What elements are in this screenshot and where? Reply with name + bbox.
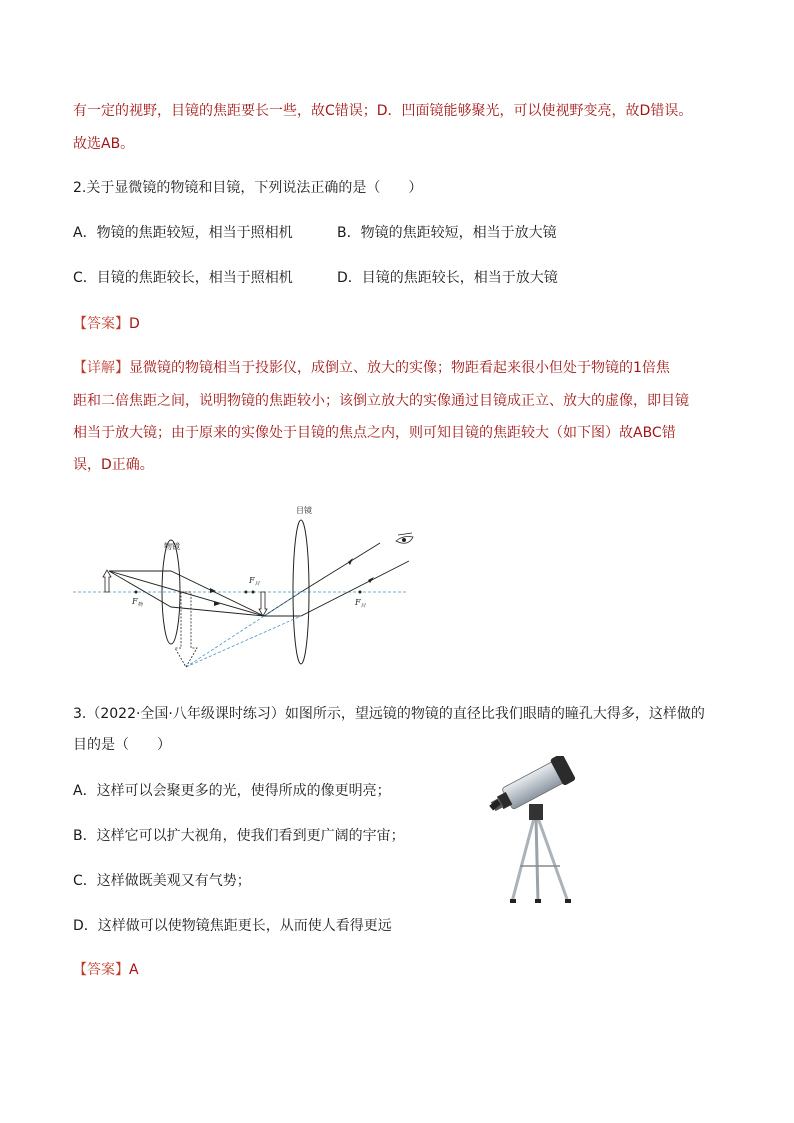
question-2-detail-line2: 距和二倍焦距之间，说明物镜的焦距较小；该倒立放大的实像通过目镜成正立、放大的虚像，即目镜 (73, 393, 689, 409)
answer-value: D (129, 316, 140, 332)
question-2-stem: 2.关于显微镜的物镜和目镜，下列说法正确的是（ ） (73, 180, 423, 196)
telescope-image (482, 756, 582, 906)
objective-focal-point (135, 591, 138, 594)
question-2-option-b: B．物镜的焦距较短，相当于放大镜 (337, 225, 557, 241)
question-3-option-b: B．这样它可以扩大视角，使我们看到更广阔的宇宙； (73, 828, 405, 844)
question-2-option-a: A．物镜的焦距较短，相当于照相机 (73, 225, 293, 241)
virtual-ray-1 (186, 592, 301, 667)
ray-center (109, 571, 264, 616)
ray-arrowhead-2 (214, 601, 220, 606)
microscope-ray-diagram (68, 495, 418, 675)
eyepiece-focal-point-left (245, 591, 248, 594)
eyepiece-focal-label-left: $F_目$ (249, 576, 260, 587)
question-2-answer (73, 314, 140, 334)
eyepiece-focal-point-right (359, 591, 362, 594)
virtual-ray-2 (186, 616, 301, 667)
ray-out-lower (264, 561, 409, 616)
eyepiece-focal-label-right: $F_目$ (355, 598, 366, 609)
detail-tag: 【详解】 (73, 360, 129, 376)
question-2-detail-line4: 误，D正确。 (73, 457, 154, 473)
question-3-option-a: A．这样可以会聚更多的光，使得所成的像更明亮； (73, 783, 391, 799)
question-2-detail-line3: 相当于放大镜；由于原来的实像处于目镜的焦点之内，则可知目镜的焦距较大（如下图）故ABC错 (73, 425, 676, 441)
objective-focal-point-right (252, 591, 255, 594)
ray-arrowhead-4 (368, 577, 374, 583)
question-2-detail-line1 (73, 358, 670, 378)
question-3-option-d: D．这样做可以使物镜焦距更长，从而使人看得更远 (73, 918, 392, 934)
eye-icon (396, 533, 413, 543)
eyepiece-label: 目镜 (296, 506, 312, 515)
prev-explanation-line2: 故选AB。 (73, 136, 135, 152)
real-image-arrow (259, 592, 267, 616)
ray-arrowhead-3 (348, 558, 353, 565)
object-arrow (103, 570, 111, 592)
objective-label: 物镜 (164, 542, 180, 551)
answer-value: A (129, 962, 139, 978)
answer-tag: 【答案】 (73, 316, 129, 332)
question-3-stem-line2: 目的是（ ） (73, 737, 171, 753)
virtual-image-arrow (175, 592, 197, 667)
answer-tag: 【答案】 (73, 962, 129, 978)
question-3-answer (73, 960, 139, 980)
question-3-option-c: C．这样做既美观又有气势； (73, 873, 251, 889)
question-2-option-c: C．目镜的焦距较长，相当于照相机 (73, 270, 293, 286)
question-3-stem-line1: 3.（2022·全国·八年级课时练习）如图所示，望远镜的物镜的直径比我们眼睛的瞳孔大得多，这样做的 (73, 706, 705, 722)
prev-explanation-line1: 有一定的视野，目镜的焦距要长一些，故C错误；D．凹面镜能够聚光，可以使视野变亮，故D错误。 (73, 103, 693, 119)
detail-text-1: 显微镜的物镜相当于投影仪，成倒立、放大的实像；物距看起来很小但处于物镜的1倍焦 (129, 360, 670, 376)
objective-focal-label: $F_物$ (132, 597, 143, 608)
question-2-option-d: D．目镜的焦距较长，相当于放大镜 (337, 270, 558, 286)
